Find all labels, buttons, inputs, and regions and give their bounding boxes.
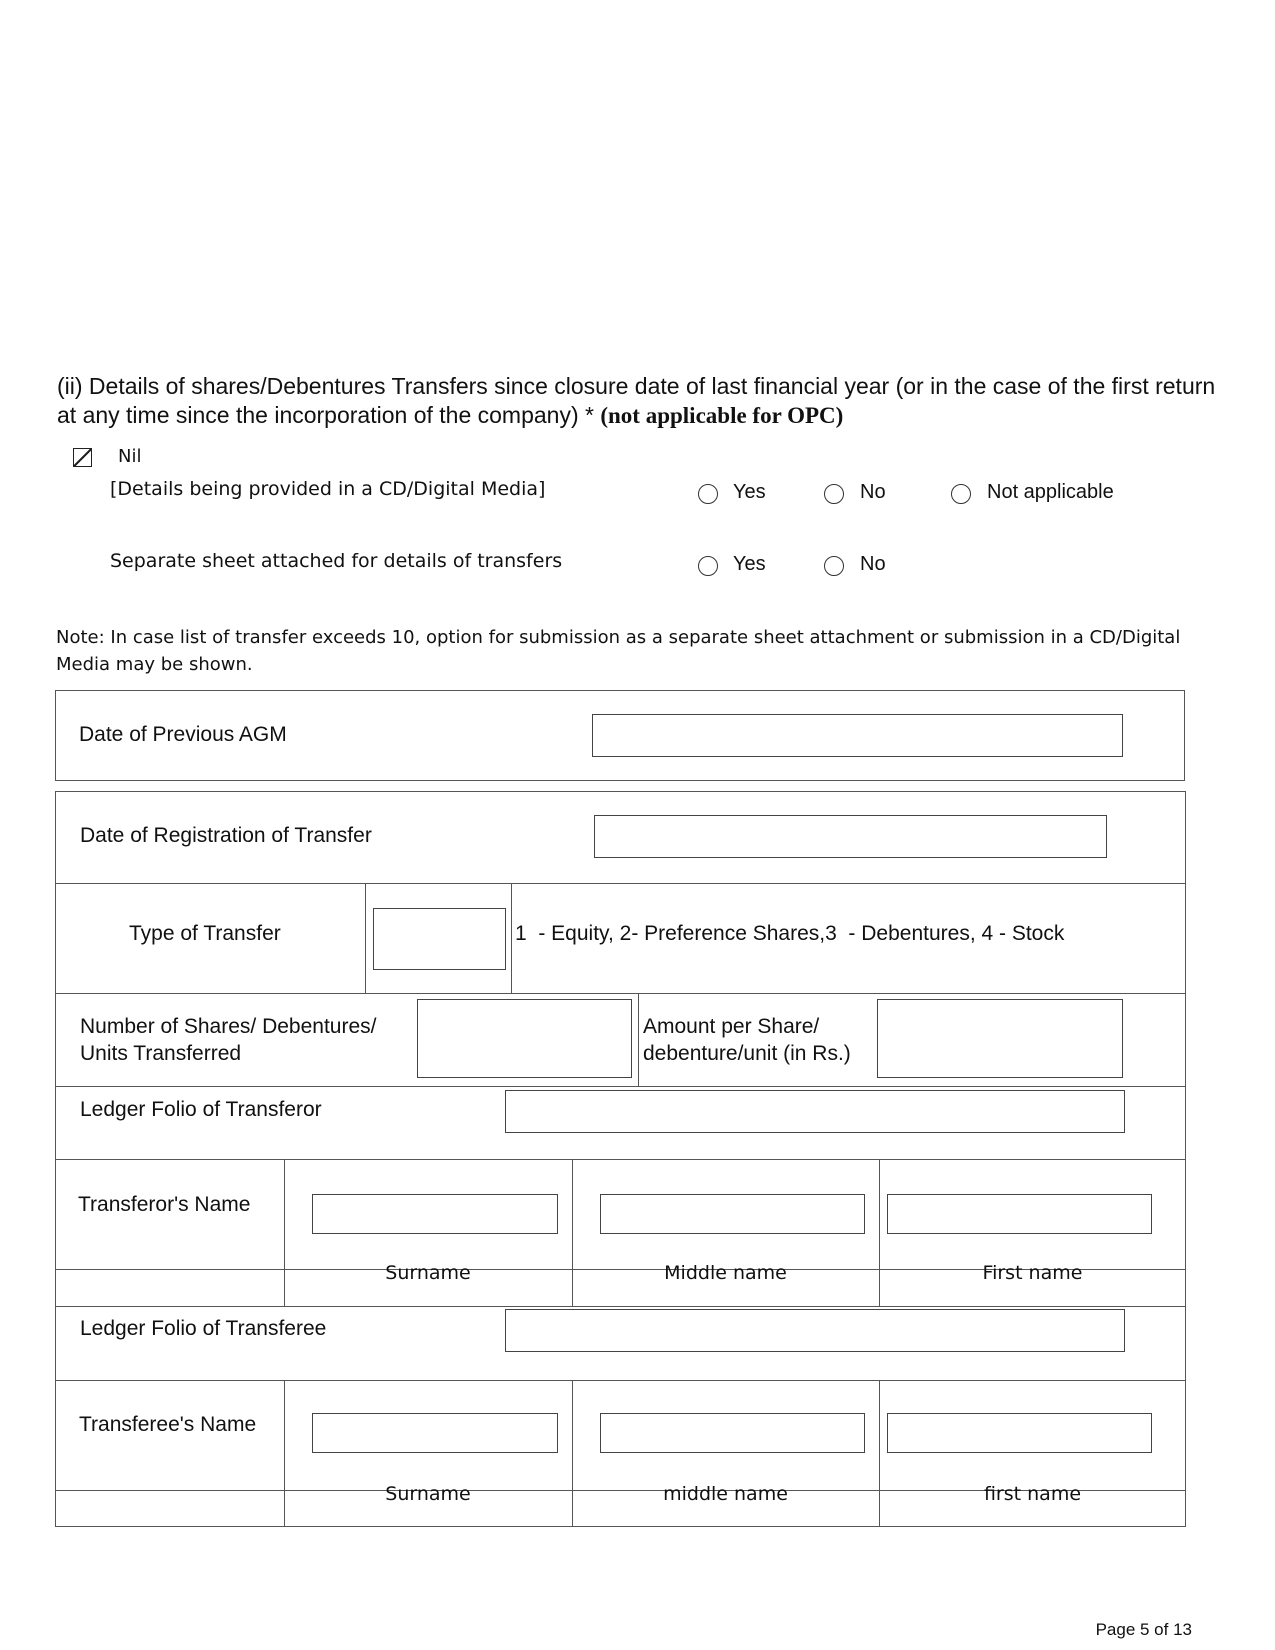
separate-sheet-no-radio[interactable]: [824, 556, 844, 576]
transferee-folio-input[interactable]: [505, 1309, 1125, 1352]
transferee-first-name-input[interactable]: [887, 1413, 1152, 1453]
row-divider: [55, 1159, 1186, 1160]
cd-media-label: [Details being provided in a CD/Digital Media]: [110, 478, 546, 500]
num-shares-input[interactable]: [417, 999, 632, 1078]
transferee-surname-input[interactable]: [312, 1413, 558, 1453]
num-shares-label: [80, 1013, 376, 1067]
section-heading-text: (ii) Details of shares/Debentures Transfers since closure date of last financial year (or in the case of the first return at any time since the incorporation of the company) *: [57, 373, 1216, 428]
section-heading-note: (not applicable for OPC): [600, 403, 844, 428]
page-number: Page 5 of 13: [1095, 1620, 1192, 1639]
num-shares-label-line1: Number of Shares/ Debentures/: [80, 1015, 377, 1038]
transferor-surname-caption: Surname: [385, 1262, 471, 1284]
separate-sheet-yes-radio[interactable]: [698, 556, 718, 576]
previous-agm-input[interactable]: [592, 714, 1123, 757]
transferee-middle-name-caption: middle name: [663, 1483, 788, 1505]
transferor-folio-input[interactable]: [505, 1090, 1125, 1133]
row-divider: [55, 1086, 1186, 1087]
transfer-type-label: Type of Transfer: [129, 922, 281, 945]
cd-media-no-label: No: [860, 481, 886, 503]
transferor-surname-input[interactable]: [312, 1194, 558, 1234]
transferor-folio-label: Ledger Folio of Transferor: [80, 1098, 322, 1121]
previous-agm-label: Date of Previous AGM: [79, 723, 287, 746]
transferee-folio-label: Ledger Folio of Transferee: [80, 1317, 327, 1340]
column-divider: [511, 883, 512, 993]
registration-date-label: Date of Registration of Transfer: [80, 824, 372, 847]
transferee-name-label: Transferee's Name: [79, 1413, 257, 1436]
cd-media-yes-label: Yes: [733, 481, 766, 503]
transferor-first-name-caption: First name: [982, 1262, 1083, 1284]
registration-date-input[interactable]: [594, 815, 1107, 858]
row-divider: [55, 993, 1186, 994]
amount-label-line1: Amount per Share/: [643, 1015, 820, 1038]
transferor-name-label: Transferor's Name: [78, 1193, 251, 1216]
cd-media-na-label: Not applicable: [987, 481, 1114, 503]
transferor-middle-name-caption: Middle name: [664, 1262, 787, 1284]
column-divider: [638, 993, 639, 1086]
amount-per-share-label: [643, 1013, 851, 1067]
cd-media-na-radio[interactable]: [951, 484, 971, 504]
num-shares-label-line2: Units Transferred: [80, 1042, 242, 1065]
transferee-first-name-caption: first name: [983, 1483, 1082, 1505]
separate-sheet-no-label: No: [860, 553, 886, 575]
transfer-type-input[interactable]: [373, 908, 506, 970]
row-divider: [55, 1380, 1186, 1381]
column-divider: [365, 883, 366, 993]
cd-media-yes-radio[interactable]: [698, 484, 718, 504]
separate-sheet-label: Separate sheet attached for details of transfers: [110, 550, 563, 572]
amount-per-share-input[interactable]: [877, 999, 1123, 1078]
transferee-surname-caption: Surname: [385, 1483, 471, 1505]
transferor-middle-name-input[interactable]: [600, 1194, 865, 1234]
separate-sheet-yes-label: Yes: [733, 553, 766, 575]
nil-checkbox[interactable]: [73, 448, 92, 467]
cd-media-no-radio[interactable]: [824, 484, 844, 504]
transferor-first-name-input[interactable]: [887, 1194, 1152, 1234]
nil-label: Nil: [118, 446, 142, 467]
row-divider: [55, 883, 1186, 884]
transferee-middle-name-input[interactable]: [600, 1413, 865, 1453]
row-divider: [55, 1306, 1186, 1307]
transfer-note: Note: In case list of transfer exceeds 10, option for submission as a separate sheet attachment or submission in a CD/Digital Media may be shown.: [56, 627, 1181, 675]
transfer-type-legend: 1 - Equity, 2- Preference Shares,3 - Debentures, 4 - Stock: [515, 922, 1065, 945]
amount-label-line2: debenture/unit (in Rs.): [643, 1042, 851, 1065]
section-heading: [57, 372, 1217, 430]
